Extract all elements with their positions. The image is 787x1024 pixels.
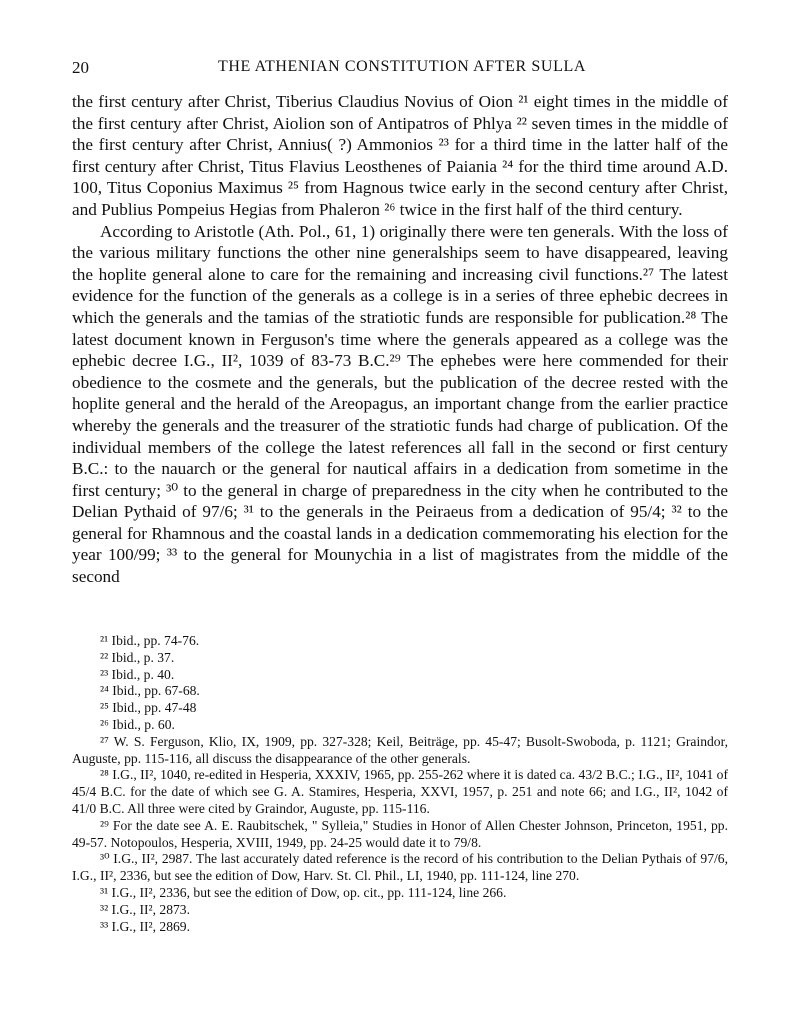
page-number: 20 xyxy=(72,58,89,77)
footnote: ²¹ Ibid., pp. 74-76. xyxy=(100,633,200,648)
footnote: ³² I.G., II², 2873. xyxy=(100,901,190,917)
paragraph: According to Aristotle (Ath. Pol., 61, 1) originally there were ten generals. With the loss of the various military functions the other nine generalships seem to have disappeared, leaving the hoplite general alone to care for the remaining and increasing civil functions.²⁷ The latest evidence for the function of the generals as a college is in a series of three ephebic decrees in which the generals and the tamias of the stratiotic funds are responsible for publication.²⁸ The latest document known in Ferguson's time where the generals appeared as a college was the ephebic decree I.G., II², 1039 of 83-73 B.C.²⁹ The ephebes were here commended for their obedience to the cosmete and the generals, but the publication of the decree rested with the hoplite general and the herald of the Areopagus, an important change from the earlier practice whereby the generals and the treasurer of the stratiotic funds had charge of publication. Of the individual members of the college the latest references all fall in the second or first century B.C.: to the nauarch or the general for nautical affairs in a dedication from sometime in the first century; ³⁰ to the general in charge of preparedness in the city when he contributed to the Delian Pythaid of 97/6; ³¹ to the generals in the Peiraeus from a dedication of 95/4; ³² to the general for Rhamnous and the coastal lands in a dedication commemorating his election for the year 100/99; ³³ to the general for Mounychia in a list of magistrates from the middle of the second xyxy=(72,221,728,587)
running-title: THE ATHENIAN CONSTITUTION AFTER SULLA xyxy=(218,58,586,75)
footnote: ²⁹ For the date see A. E. Raubitschek, " Sylleia," Studies in Honor of Allen Chester Johnson, Princeton, 1951, pp. 49-57. Notopoulos, Hesperia, XVIII, 1949, pp. 24-25 would date it to 79/8. xyxy=(72,817,728,850)
footnote: ³¹ I.G., II², 2336, but see the edition of Dow, op. cit., pp. 111-124, line 266. xyxy=(100,884,507,900)
footnote: ²² Ibid., p. 37. xyxy=(100,649,175,665)
footnote: ³³ I.G., II², 2869. xyxy=(100,918,190,934)
footnote: ²⁵ Ibid., pp. 47-48 xyxy=(100,700,197,716)
footnote: ²³ Ibid., p. 40. xyxy=(100,666,175,682)
body-text xyxy=(72,91,728,588)
footnote: ²⁸ I.G., II², 1040, re-edited in Hesperia, XXXIV, 1965, pp. 255-262 where it is dated ca. 43/2 B.C.; I.G., II², 1041 of 45/4 B.C. for the date of which see G. A. Stamires, Hesperia, XXVI, 1957, p. 251 and note 66; and I.G., II², 1042 of 41/0 B.C. All three were cited by Graindor, Auguste, pp. 115-116. xyxy=(72,767,728,816)
paragraph: the first century after Christ, Tiberius Claudius Novius of Oion ²¹ eight times in the middle of the first century after Christ, Aiolion son of Antipatros of Phlya ²² seven times in the middle of the first century after Christ, Annius( ?) Ammonios ²³ for a third time in the latter half of the first century after Christ, Titus Flavius Leosthenes of Paiania ²⁴ for the third time around A.D. 100, Titus Coponius Maximus ²⁵ from Hagnous twice early in the second century after Christ, and Publius Pompeius Hegias from Phaleron ²⁶ twice in the first half of the third century. xyxy=(72,92,728,219)
footnotes xyxy=(72,633,728,935)
page-header xyxy=(72,58,732,80)
footnote: ³⁰ I.G., II², 2987. The last accurately dated reference is the record of his contribution to the Delian Pythais of 97/6, I.G., II², 2336, but see the edition of Dow, Harv. St. Cl. Phil., LI, 1940, pp. 111-124, line 270. xyxy=(72,851,728,884)
footnote: ²⁷ W. S. Ferguson, Klio, IX, 1909, pp. 327-328; Keil, Beiträge, pp. 45-47; Busolt-Swoboda, p. 1121; Graindor, Auguste, pp. 115-116, all discuss the disappearance of the other generals. xyxy=(72,733,728,766)
footnote: ²⁴ Ibid., pp. 67-68. xyxy=(100,683,200,699)
footnote: ²⁶ Ibid., p. 60. xyxy=(100,716,175,732)
